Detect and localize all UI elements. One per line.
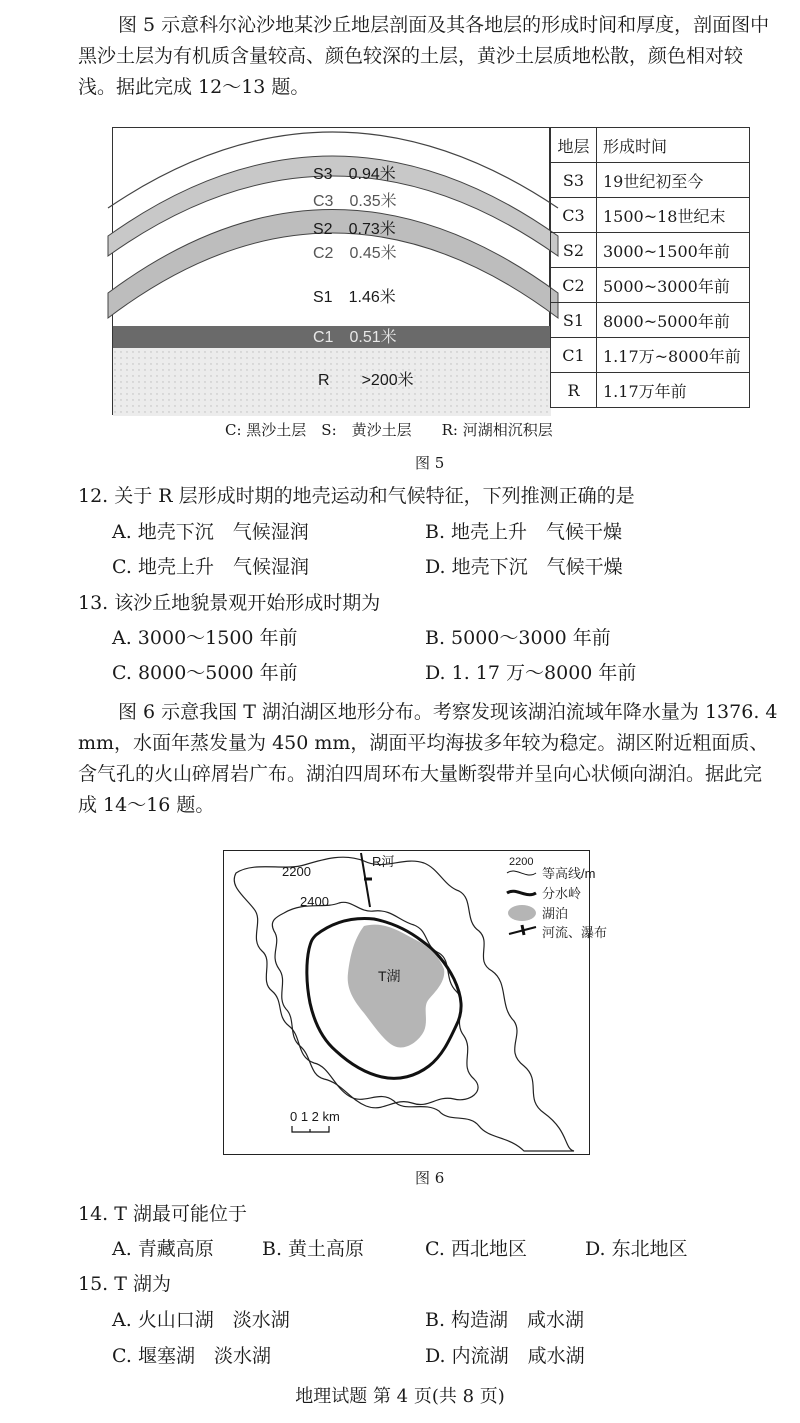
legend-lake-label: 湖泊 xyxy=(542,906,569,921)
intro-fig5: 图 5 示意科尔沁沙地某沙丘地层剖面及其各地层的形成时间和厚度，剖面图中黑沙土层为有机质含量较高、颜色较深的土层，黄沙土层质地松散，颜色相对较浅。据此完成 12～13 题。 xyxy=(78,14,770,98)
figure5-caption: 图 5 xyxy=(415,454,445,472)
table-cell: C2 xyxy=(551,268,597,303)
formation-time-table xyxy=(550,127,750,408)
legend-lake-icon xyxy=(508,905,536,921)
q13-option-c[interactable]: C. 8000～5000 年前 xyxy=(112,662,298,684)
table-row xyxy=(551,338,750,373)
table-cell: 1.17万~8000年前 xyxy=(597,338,750,373)
q14-stem: 14. T 湖最可能位于 xyxy=(78,1203,247,1225)
table-header-row xyxy=(551,128,750,163)
q12-option-b[interactable]: B. 地壳上升 气候干燥 xyxy=(425,521,623,543)
table-cell: S3 xyxy=(551,163,597,198)
contour-label-2200: 2200 xyxy=(282,864,311,879)
figure5-profile xyxy=(112,127,550,415)
legend-river-label: 河流、瀑布 xyxy=(542,925,608,940)
label-s2: S2 0.73米 xyxy=(313,221,396,238)
lake-t xyxy=(348,925,445,1048)
label-c3: C3 0.35米 xyxy=(313,193,397,210)
q13-stem: 13. 该沙丘地貌景观开始形成时期为 xyxy=(78,592,381,614)
figure6-caption: 图 6 xyxy=(415,1169,445,1187)
label-c1: C1 0.51米 xyxy=(313,329,397,346)
table-cell: 8000~5000年前 xyxy=(597,303,750,338)
table-cell: S2 xyxy=(551,233,597,268)
q15-option-d[interactable]: D. 内流湖 咸水湖 xyxy=(425,1345,585,1367)
label-r: R >200米 xyxy=(318,372,414,389)
q14-option-d[interactable]: D. 东北地区 xyxy=(585,1238,688,1260)
q15-option-a[interactable]: A. 火山口湖 淡水湖 xyxy=(112,1309,290,1331)
table-cell: 19世纪初至今 xyxy=(597,163,750,198)
table-cell: C3 xyxy=(551,198,597,233)
legend-contour-value: 2200 xyxy=(509,856,534,868)
table-header-cell: 地层 xyxy=(551,128,597,163)
page-footer: 地理试题 第 4 页(共 8 页) xyxy=(295,1386,505,1407)
q14-option-b[interactable]: B. 黄土高原 xyxy=(262,1238,365,1260)
table-cell: 3000~1500年前 xyxy=(597,233,750,268)
q13-option-b[interactable]: B. 5000～3000 年前 xyxy=(425,627,611,649)
q14-option-c[interactable]: C. 西北地区 xyxy=(425,1238,527,1260)
table-cell: 1.17万年前 xyxy=(597,373,750,408)
table-cell: R xyxy=(551,373,597,408)
q12-option-d[interactable]: D. 地壳下沉 气候干燥 xyxy=(425,556,623,578)
table-row xyxy=(551,268,750,303)
q15-option-b[interactable]: B. 构造湖 咸水湖 xyxy=(425,1309,585,1331)
q12-option-c[interactable]: C. 地壳上升 气候湿润 xyxy=(112,556,309,578)
q13-option-a[interactable]: A. 3000～1500 年前 xyxy=(112,627,298,649)
q12-option-a[interactable]: A. 地壳下沉 气候湿润 xyxy=(112,521,309,543)
legend-divide-label: 分水岭 xyxy=(542,886,582,901)
table-row xyxy=(551,233,750,268)
label-s3: S3 0.94米 xyxy=(313,166,396,183)
legend-contour-icon xyxy=(507,871,536,875)
map-svg xyxy=(224,851,588,1153)
table-cell: 5000~3000年前 xyxy=(597,268,750,303)
table-row xyxy=(551,373,750,408)
scale-label: 0 1 2 km xyxy=(290,1109,340,1124)
table-cell: 1500~18世纪末 xyxy=(597,198,750,233)
figure5-legend: C: 黑沙土层 S: 黄沙土层 R: 河湖相沉积层 xyxy=(225,421,553,439)
contour-label-2400: 2400 xyxy=(300,894,329,909)
label-c2: C2 0.45米 xyxy=(313,245,397,262)
table-header-cell: 形成时间 xyxy=(597,128,750,163)
legend-divide-icon xyxy=(507,891,536,894)
table-row xyxy=(551,198,750,233)
table-cell: S1 xyxy=(551,303,597,338)
table-row xyxy=(551,163,750,198)
river-label: R河 xyxy=(372,854,395,869)
q15-option-c[interactable]: C. 堰塞湖 淡水湖 xyxy=(112,1345,271,1367)
table-row xyxy=(551,303,750,338)
table-cell: C1 xyxy=(551,338,597,373)
q14-option-a[interactable]: A. 青藏高原 xyxy=(112,1238,214,1260)
q12-stem: 12. 关于 R 层形成时期的地壳运动和气候特征，下列推测正确的是 xyxy=(78,485,635,507)
legend-contour-label: 等高线/m xyxy=(542,866,596,881)
figure6-map xyxy=(223,850,608,1155)
intro-fig6: 图 6 示意我国 T 湖泊湖区地形分布。考察发现该湖泊流域年降水量为 1376. 4 mm，水面年蒸发量为 450 mm，湖面平均海拔多年较为稳定。湖区附近粗面质、含气孔的火山碎屑岩广布。湖泊四周环布大量断裂带并呈向心状倾向湖泊。据此完成 14～16 题。 xyxy=(78,701,778,816)
label-s1: S1 1.46米 xyxy=(313,289,396,306)
q13-option-d[interactable]: D. 1. 17 万～8000 年前 xyxy=(425,662,637,684)
q15-stem: 15. T 湖为 xyxy=(78,1273,171,1295)
scale-bar xyxy=(292,1126,329,1132)
lake-label: T湖 xyxy=(378,968,401,984)
